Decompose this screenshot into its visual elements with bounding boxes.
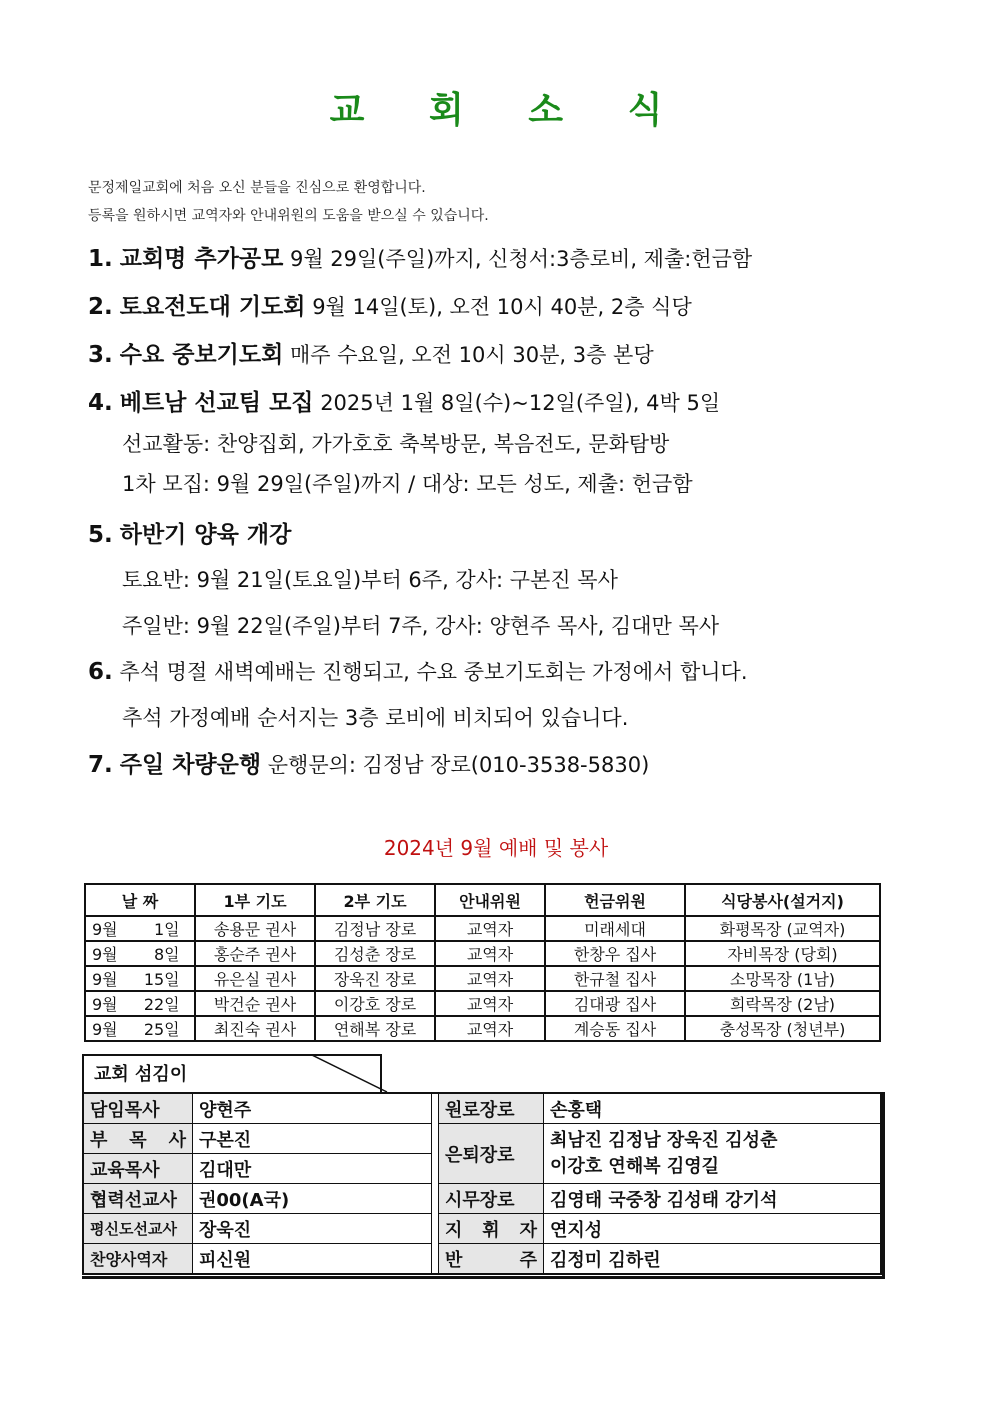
notice-item-6 [88, 656, 748, 686]
welcome-message [88, 174, 489, 230]
spacer [432, 1154, 439, 1184]
cell: 송용문 권사 [195, 916, 315, 941]
role-label: 지 휘 자 [439, 1214, 544, 1244]
column-header: 2부 기도 [315, 884, 435, 916]
notice-detail-line: 선교활동: 찬양집회, 가가호호 축복방문, 복음전도, 문화탐방 [122, 432, 670, 456]
cell: 교역자 [435, 941, 545, 966]
spacer [432, 1184, 439, 1214]
notice-text: 운행문의: 김정남 장로(010-3538-5830) [261, 753, 650, 777]
role-label: 교육목사 [83, 1154, 193, 1184]
cell: 연해복 장로 [315, 1016, 435, 1041]
cell: 충성목장 (청년부) [685, 1016, 880, 1041]
notice-number: 5. [88, 522, 113, 548]
welcome-line: 등록을 원하시면 교역자와 안내위원의 도움을 받으실 수 있습니다. [88, 208, 489, 224]
notice-text: 2025년 1월 8일(수)~12일(주일), 4박 5일 [313, 391, 721, 415]
role-value [544, 1124, 882, 1184]
day: 8일 [154, 945, 180, 964]
day: 22일 [143, 995, 180, 1014]
cell: 홍순주 권사 [195, 941, 315, 966]
role-value: 피신원 [193, 1244, 432, 1275]
table-row [85, 966, 880, 991]
role-label: 시무장로 [439, 1184, 544, 1214]
spacer [432, 1124, 439, 1154]
table-row [83, 1214, 881, 1244]
cell: 박건순 권사 [195, 991, 315, 1016]
cell: 유은실 권사 [195, 966, 315, 991]
role-label: 반 주 [439, 1244, 544, 1275]
day: 1일 [154, 920, 180, 939]
notice-number: 7. [88, 752, 113, 778]
notice-item-5 [88, 516, 291, 549]
cell: 희락목장 (2남) [685, 991, 880, 1016]
cell: 교역자 [435, 916, 545, 941]
cell: 계승동 집사 [545, 1016, 685, 1041]
notice-heading: 토요전도대 기도회 [119, 294, 306, 320]
date-cell [85, 1016, 195, 1041]
role-label: 부 목 사 [83, 1124, 193, 1154]
cell: 김정남 장로 [315, 916, 435, 941]
role-label: 은퇴장로 [439, 1124, 544, 1184]
notice-heading: 수요 중보기도회 [119, 342, 284, 368]
month: 9월 [92, 920, 118, 939]
role-value: 권00(A국) [193, 1184, 432, 1214]
notice-number: 2. [88, 294, 113, 320]
notice-detail-line: 토요반: 9월 21일(토요일)부터 6주, 강사: 구본진 목사 [122, 568, 618, 592]
date-cell [85, 991, 195, 1016]
day: 25일 [143, 1020, 180, 1039]
notice-number: 1. [88, 246, 113, 272]
table-row [85, 916, 880, 941]
month: 9월 [92, 945, 118, 964]
table-row [83, 1124, 881, 1154]
notice-heading: 베트남 선교팀 모집 [119, 390, 314, 416]
table-row [85, 1016, 880, 1041]
notice-item-3 [88, 336, 654, 369]
notice-item-7 [88, 746, 649, 779]
cell: 교역자 [435, 991, 545, 1016]
welcome-line: 문정제일교회에 처음 오신 분들을 진심으로 환영합니다. [88, 180, 426, 196]
retired-elders-line: 이강호 연해복 김영길 [550, 1155, 720, 1177]
cell: 장욱진 장로 [315, 966, 435, 991]
role-value: 구본진 [193, 1124, 432, 1154]
notice-heading: 주일 차량운행 [119, 752, 262, 778]
role-value: 양현주 [193, 1093, 432, 1124]
box-shadow-right [882, 1092, 885, 1278]
box-shadow-bottom [82, 1276, 885, 1279]
month: 9월 [92, 970, 118, 989]
day: 15일 [143, 970, 180, 989]
table-row [85, 941, 880, 966]
cell: 소망목장 (1남) [685, 966, 880, 991]
cell: 미래세대 [545, 916, 685, 941]
table-row [85, 991, 880, 1016]
date-cell [85, 966, 195, 991]
date-cell [85, 916, 195, 941]
notice-item-2 [88, 288, 692, 321]
role-label: 찬양사역자 [83, 1244, 193, 1275]
notice-heading: 하반기 양육 개강 [119, 522, 292, 548]
notice-text: 매주 수요일, 오전 10시 30분, 3층 본당 [283, 343, 654, 367]
tab-diagonal-line [312, 1054, 402, 1094]
table-row [83, 1184, 881, 1214]
role-label: 협력선교사 [83, 1184, 193, 1214]
table-row [83, 1244, 881, 1275]
column-header: 안내위원 [435, 884, 545, 916]
notice-detail-line: 주일반: 9월 22일(주일)부터 7주, 강사: 양현주 목사, 김대만 목사 [122, 614, 720, 638]
cell: 최진숙 권사 [195, 1016, 315, 1041]
column-header: 날 짜 [85, 884, 195, 916]
staff-table [82, 1092, 882, 1275]
retired-elders-line: 최남진 김정남 장욱진 김성춘 [550, 1129, 778, 1151]
notice-item-1 [88, 240, 752, 273]
role-value: 손홍택 [544, 1093, 882, 1124]
table-header-row [85, 884, 880, 916]
role-label: 평신도선교사 [83, 1214, 193, 1244]
notice-detail-line: 추석 가정예배 순서지는 3층 로비에 비치되어 있습니다. [122, 706, 629, 730]
cell: 한창우 집사 [545, 941, 685, 966]
cell: 김성춘 장로 [315, 941, 435, 966]
schedule-title: 2024년 9월 예배 및 봉사 [383, 836, 609, 860]
role-label: 담임목사 [83, 1093, 193, 1124]
column-header: 1부 기도 [195, 884, 315, 916]
column-header: 헌금위원 [545, 884, 685, 916]
column-header: 식당봉사(설거지) [685, 884, 880, 916]
notice-item-4 [88, 384, 720, 417]
staff-title: 교회 섬김이 [82, 1054, 382, 1092]
spacer [432, 1093, 439, 1124]
notice-number: 4. [88, 390, 113, 416]
staff-section [82, 1054, 884, 1276]
notice-text: 추석 명절 새벽예배는 진행되고, 수요 중보기도회는 가정에서 합니다. [112, 660, 748, 684]
notice-text: 9월 29일(주일)까지, 신청서:3층로비, 제출:헌금함 [283, 247, 753, 271]
table-row [83, 1093, 881, 1124]
month: 9월 [92, 995, 118, 1014]
notice-text: 9월 14일(토), 오전 10시 40분, 2층 식당 [305, 295, 692, 319]
cell: 교역자 [435, 966, 545, 991]
role-value: 김정미 김하린 [544, 1244, 882, 1275]
cell: 이강호 장로 [315, 991, 435, 1016]
cell: 화평목장 (교역자) [685, 916, 880, 941]
role-label: 원로장로 [439, 1093, 544, 1124]
role-value: 연지성 [544, 1214, 882, 1244]
date-cell [85, 941, 195, 966]
notice-number: 6. [88, 659, 113, 685]
spacer [432, 1214, 439, 1244]
schedule-table [84, 883, 881, 1042]
cell: 교역자 [435, 1016, 545, 1041]
role-value: 김영태 국중창 김성태 강기석 [544, 1184, 882, 1214]
role-value: 김대만 [193, 1154, 432, 1184]
cell: 자비목장 (당회) [685, 941, 880, 966]
month: 9월 [92, 1020, 118, 1039]
cell: 한규철 집사 [545, 966, 685, 991]
notice-number: 3. [88, 342, 113, 368]
cell: 김대광 집사 [545, 991, 685, 1016]
role-value: 장욱진 [193, 1214, 432, 1244]
notice-heading: 교회명 추가공모 [119, 246, 284, 272]
spacer [432, 1244, 439, 1275]
page-title: 교 회 소 식 [329, 90, 689, 131]
notice-detail-line: 1차 모집: 9월 29일(주일)까지 / 대상: 모든 성도, 제출: 헌금함 [122, 472, 693, 496]
